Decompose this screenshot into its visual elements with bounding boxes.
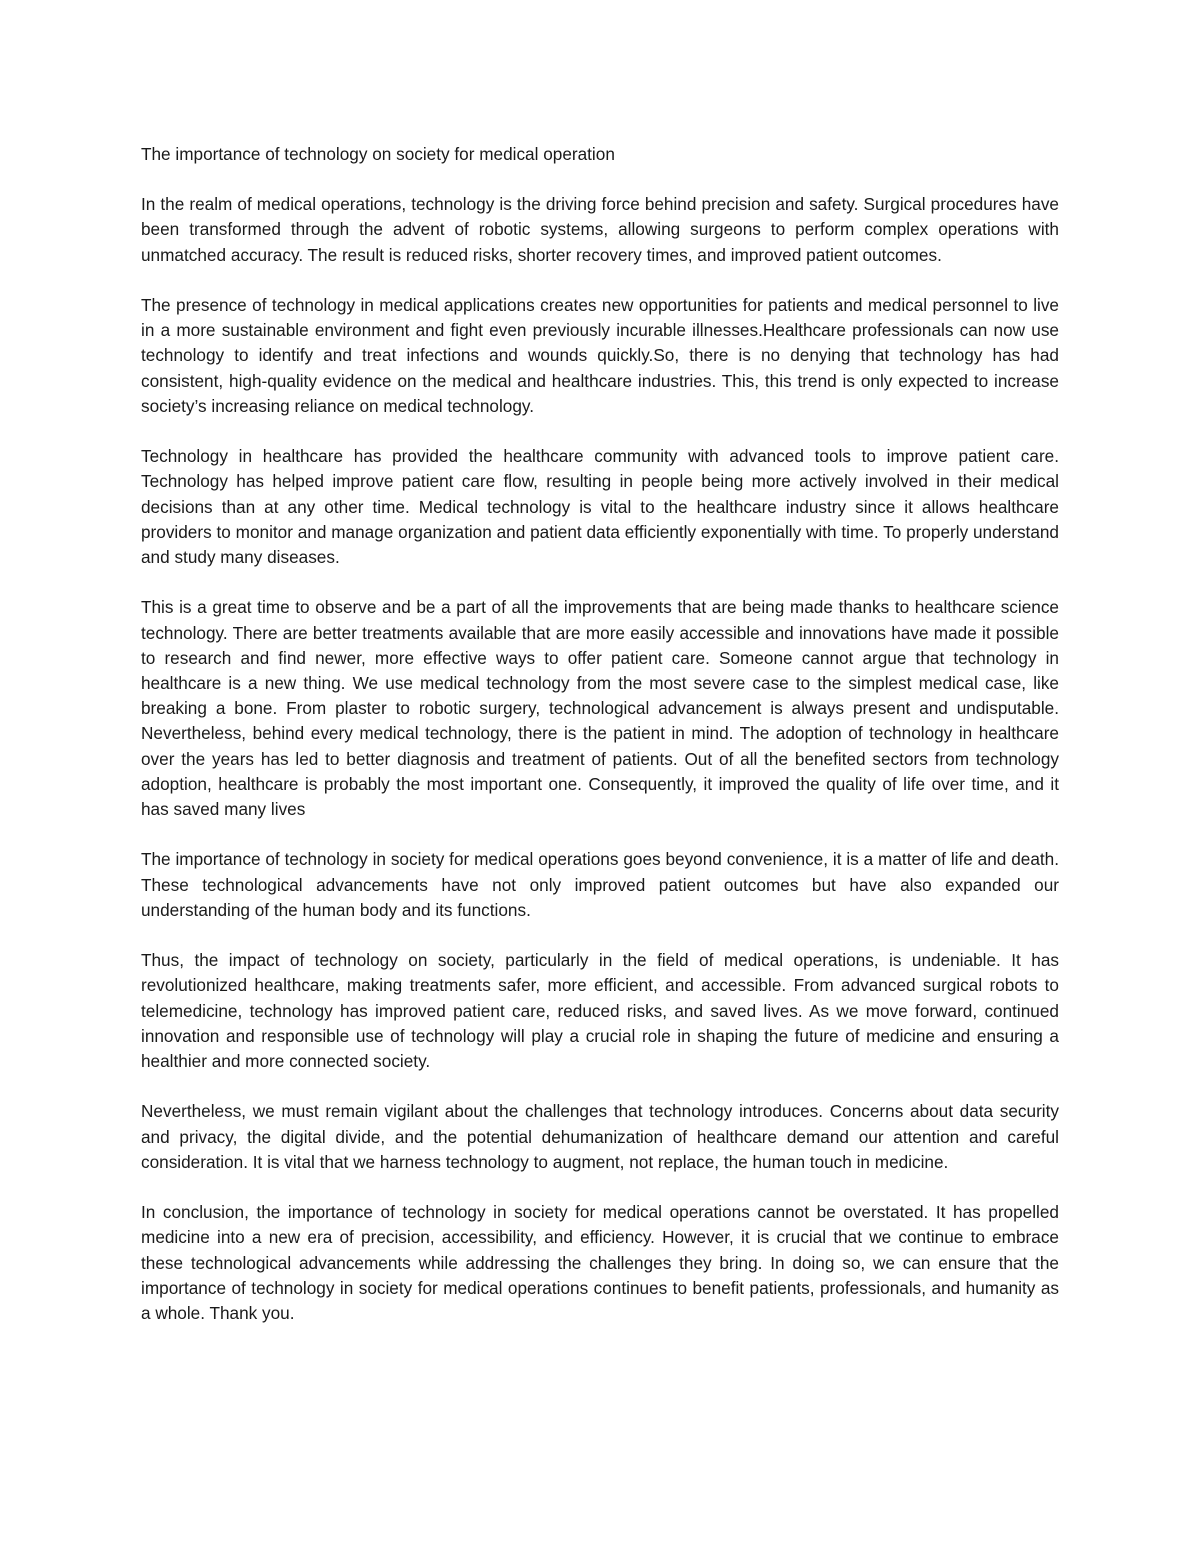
paragraph-improvements: This is a great time to observe and be a part of all the improvements that are being made thanks to healthcare science technology. There are better treatments available that are more easily accessible and innovations have made it possible to research and find newer, more effective ways to offer patient care. Someone cannot argue that technology in healthcare is a new thing. We use medical technology from the most severe case to the simplest medical case, like breaking a bone. From plaster to robotic surgery, technological advancement is always present and undisputable. Nevertheless, behind every medical technology, there is the patient in mind. The adoption of technology in healthcare over the years has led to better diagnosis and treatment of patients. Out of all the benefited sectors from technology adoption, healthcare is probably the most important one. Consequently, it improved the quality of life over time, and it has saved many lives	[141, 597, 1059, 820]
paragraph-intro: In the realm of medical operations, technology is the driving force behind precision and safety. Surgical procedures have been transformed through the advent of robotic systems, allowing surgeons to perform complex operations with unmatched accuracy. The result is reduced risks, shorter recovery times, and improved patient outcomes.	[141, 194, 1059, 265]
paragraph-impact: Thus, the impact of technology on society, particularly in the field of medical operations, is undeniable. It has revolutionized healthcare, making treatments safer, more efficient, and accessible. From advanced surgical robots to telemedicine, technology has improved patient care, reduced risks, and saved lives. As we move forward, continued innovation and responsible use of technology will play a crucial role in shaping the future of medicine and ensuring a healthier and more connected society.	[141, 950, 1059, 1072]
paragraph-challenges: Nevertheless, we must remain vigilant about the challenges that technology introduces. Concerns about data security and privacy, the digital divide, and the potential dehumanization of healthcare demand our attention and careful consideration. It is vital that we harness technology to augment, not replace, the human touch in medicine.	[141, 1101, 1059, 1172]
paragraph-life-and-death: The importance of technology in society for medical operations goes beyond convenience, it is a matter of life and death. These technological advancements have not only improved patient outcomes but have also expanded our understanding of the human body and its functions.	[141, 849, 1059, 920]
paragraph-conclusion: In conclusion, the importance of technology in society for medical operations cannot be overstated. It has propelled medicine into a new era of precision, accessibility, and efficiency. However, it is crucial that we continue to embrace these technological advancements while addressing the challenges they bring. In doing so, we can ensure that the importance of technology in society for medical operations continues to benefit patients, professionals, and humanity as a whole. Thank you.	[141, 1202, 1059, 1324]
paragraph-advanced-tools: Technology in healthcare has provided the healthcare community with advanced tools to improve patient care. Technology has helped improve patient care flow, resulting in people being more actively involved in their medical decisions than at any other time. Medical technology is vital to the healthcare industry since it allows healthcare providers to monitor and manage organization and patient data efficiently exponentially with time. To properly understand and study many diseases.	[141, 446, 1059, 568]
document-title: The importance of technology on society for medical operation	[141, 144, 615, 164]
paragraph-opportunities: The presence of technology in medical applications creates new opportunities for patients and medical personnel to live in a more sustainable environment and fight even previously incurable illnesses.Healthcare professionals can now use technology to identify and treat infections and wounds quickly.So, there is no denying that technology has had consistent, high-quality evidence on the medical and healthcare industries. This, this trend is only expected to increase society’s increasing reliance on medical technology.	[141, 295, 1059, 416]
document-body	[141, 142, 1059, 1326]
